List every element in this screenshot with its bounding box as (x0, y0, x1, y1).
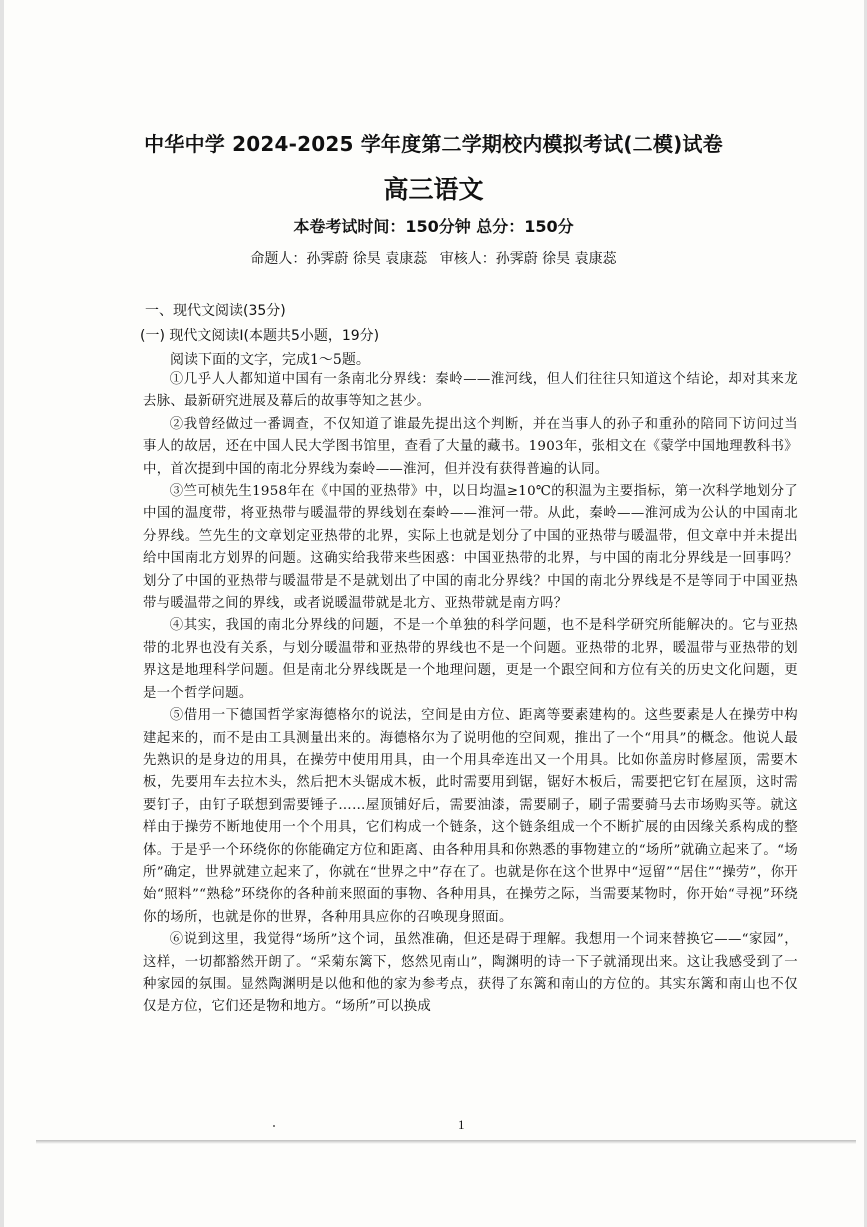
paragraph-3: ③竺可桢先生1958年在《中国的亚热带》中，以日均温≥10℃的积温为主要指标，第一次科学地划分了中国的温度带，将亚热带与暖温带的界线划在秦岭——淮河一带。从此，秦岭——淮河成为公认的中国南北分界线。竺先生的文章划定亚热带的北界，实际上也就是划分了中国的亚热带与暖温带，但文章中并未提出给中国南北方划界的问题。这确实给我带来些困惑：中国亚热带的北界，与中国的南北分界线是一回事吗？划分了中国的亚热带与暖温带是不是就划出了中国的南北分界线？中国的南北分界线是不是等同于中国亚热带与暖温带之间的界线，或者说暖温带就是北方、亚热带就是南方吗？ (143, 484, 798, 612)
paragraph-5: ⑤借用一下德国哲学家海德格尔的说法，空间是由方位、距离等要素建构的。这些要素是人在操劳中构建起来的，而不是由工具测量出来的。海德格尔为了说明他的空间观，推出了一个“用具”的概念。他说人最先熟识的是身边的用具，在操劳中使用用具，由一个用具牵连出又一个用具。比如你盖房时修屋顶，需要木板，先要用车去拉木头，然后把木头锯成木板，此时需要用到锯，锯好木板后，需要把它钉在屋顶，这时需要钉子，由钉子联想到需要锤子……屋顶铺好后，需要油漆，需要刷子，刷子需要骑马去市场购买等。就这样由于操劳不断地使用一个个用具，它们构成一个链条，这个链条组成一个不断扩展的由因缘关系构成的整体。于是乎一个环绕你的你能确定方位和距离、由各种用具和你熟悉的事物建立的“场所”就确立起来了。“场所”确定，世界就建立起来了，你就在“世界之中”存在了。也就是你在这个世界中“逗留”“居住”“操劳”，你开始“照料”“熟稔”环绕你的各种前来照面的事物、各种用具，在操劳之际，当需要某物时，你开始“寻视”环绕你的场所，也就是你的世界，各种用具应你的召唤现身照面。 (143, 708, 798, 925)
subject-title: 高三语文 (383, 175, 484, 204)
paragraph-4: ④其实，我国的南北分界线的问题，不是一个单独的科学问题，也不是科学研究所能解决的。它与亚热带的北界也没有关系，与划分暖温带和亚热带的界线也不是一个问题。亚热带的北界，暖温带与亚热带的划界这是地理科学问题。但是南北分界线既是一个地理问题，更是一个跟空间和方位有关的历史文化问题，更是一个哲学问题。 (143, 618, 798, 701)
paragraph-1: ①几乎人人都知道中国有一条南北分界线：秦岭——淮河线，但人们往往只知道这个结论，却对其来龙去脉、最新研究进展及幕后的故事等知之甚少。 (143, 372, 798, 410)
reviewers: 审核人：孙霁蔚 徐昊 袁康蕊 (439, 251, 617, 267)
exam-title: 中华中学 2024-2025 学年度第二学期校内模拟考试(二模)试卷 (144, 132, 723, 156)
paragraph-6: ⑥说到这里，我觉得“场所”这个词，虽然准确，但还是碍于理解。我想用一个词来替换它——“家园”，这样，一切都豁然开朗了。“采菊东篱下，悠然见南山”，陶渊明的诗一下子就涌现出来。这让我感受到了一种家园的氛围。显然陶渊明是以他和他的家为参考点，获得了东篱和南山的方位的。其实东篱和南山也不仅仅是方位，它们还是物和地方。“场所”可以换成 (143, 932, 798, 1015)
scan-shadow (36, 1140, 856, 1144)
section-heading: 一、现代文阅读(35分) (145, 303, 286, 319)
page-number: 1 (458, 1117, 465, 1132)
exam-time-score: 本卷考试时间：150分钟 总分：150分 (293, 217, 574, 236)
authors-line (0, 248, 867, 268)
reading-instruction: 阅读下面的文字，完成1～5题。 (170, 352, 370, 368)
reading-passage (143, 369, 798, 1019)
scan-speck (273, 1125, 275, 1127)
paragraph-2: ②我曾经做过一番调查，不仅知道了谁最先提出这个判断，并在当事人的孙子和重孙的陪同下访问过当事人的故居，还在中国人民大学图书馆里，查看了大量的藏书。1903年，张相文在《蒙学中国地理教科书》中，首次提到中国的南北分界线为秦岭——淮河，但并没有获得普遍的认同。 (143, 416, 798, 477)
subsection-heading: (一) 现代文阅读Ⅰ(本题共5小题，19分) (140, 328, 380, 344)
question-authors: 命题人：孙霁蔚 徐昊 袁康蕊 (250, 251, 428, 267)
